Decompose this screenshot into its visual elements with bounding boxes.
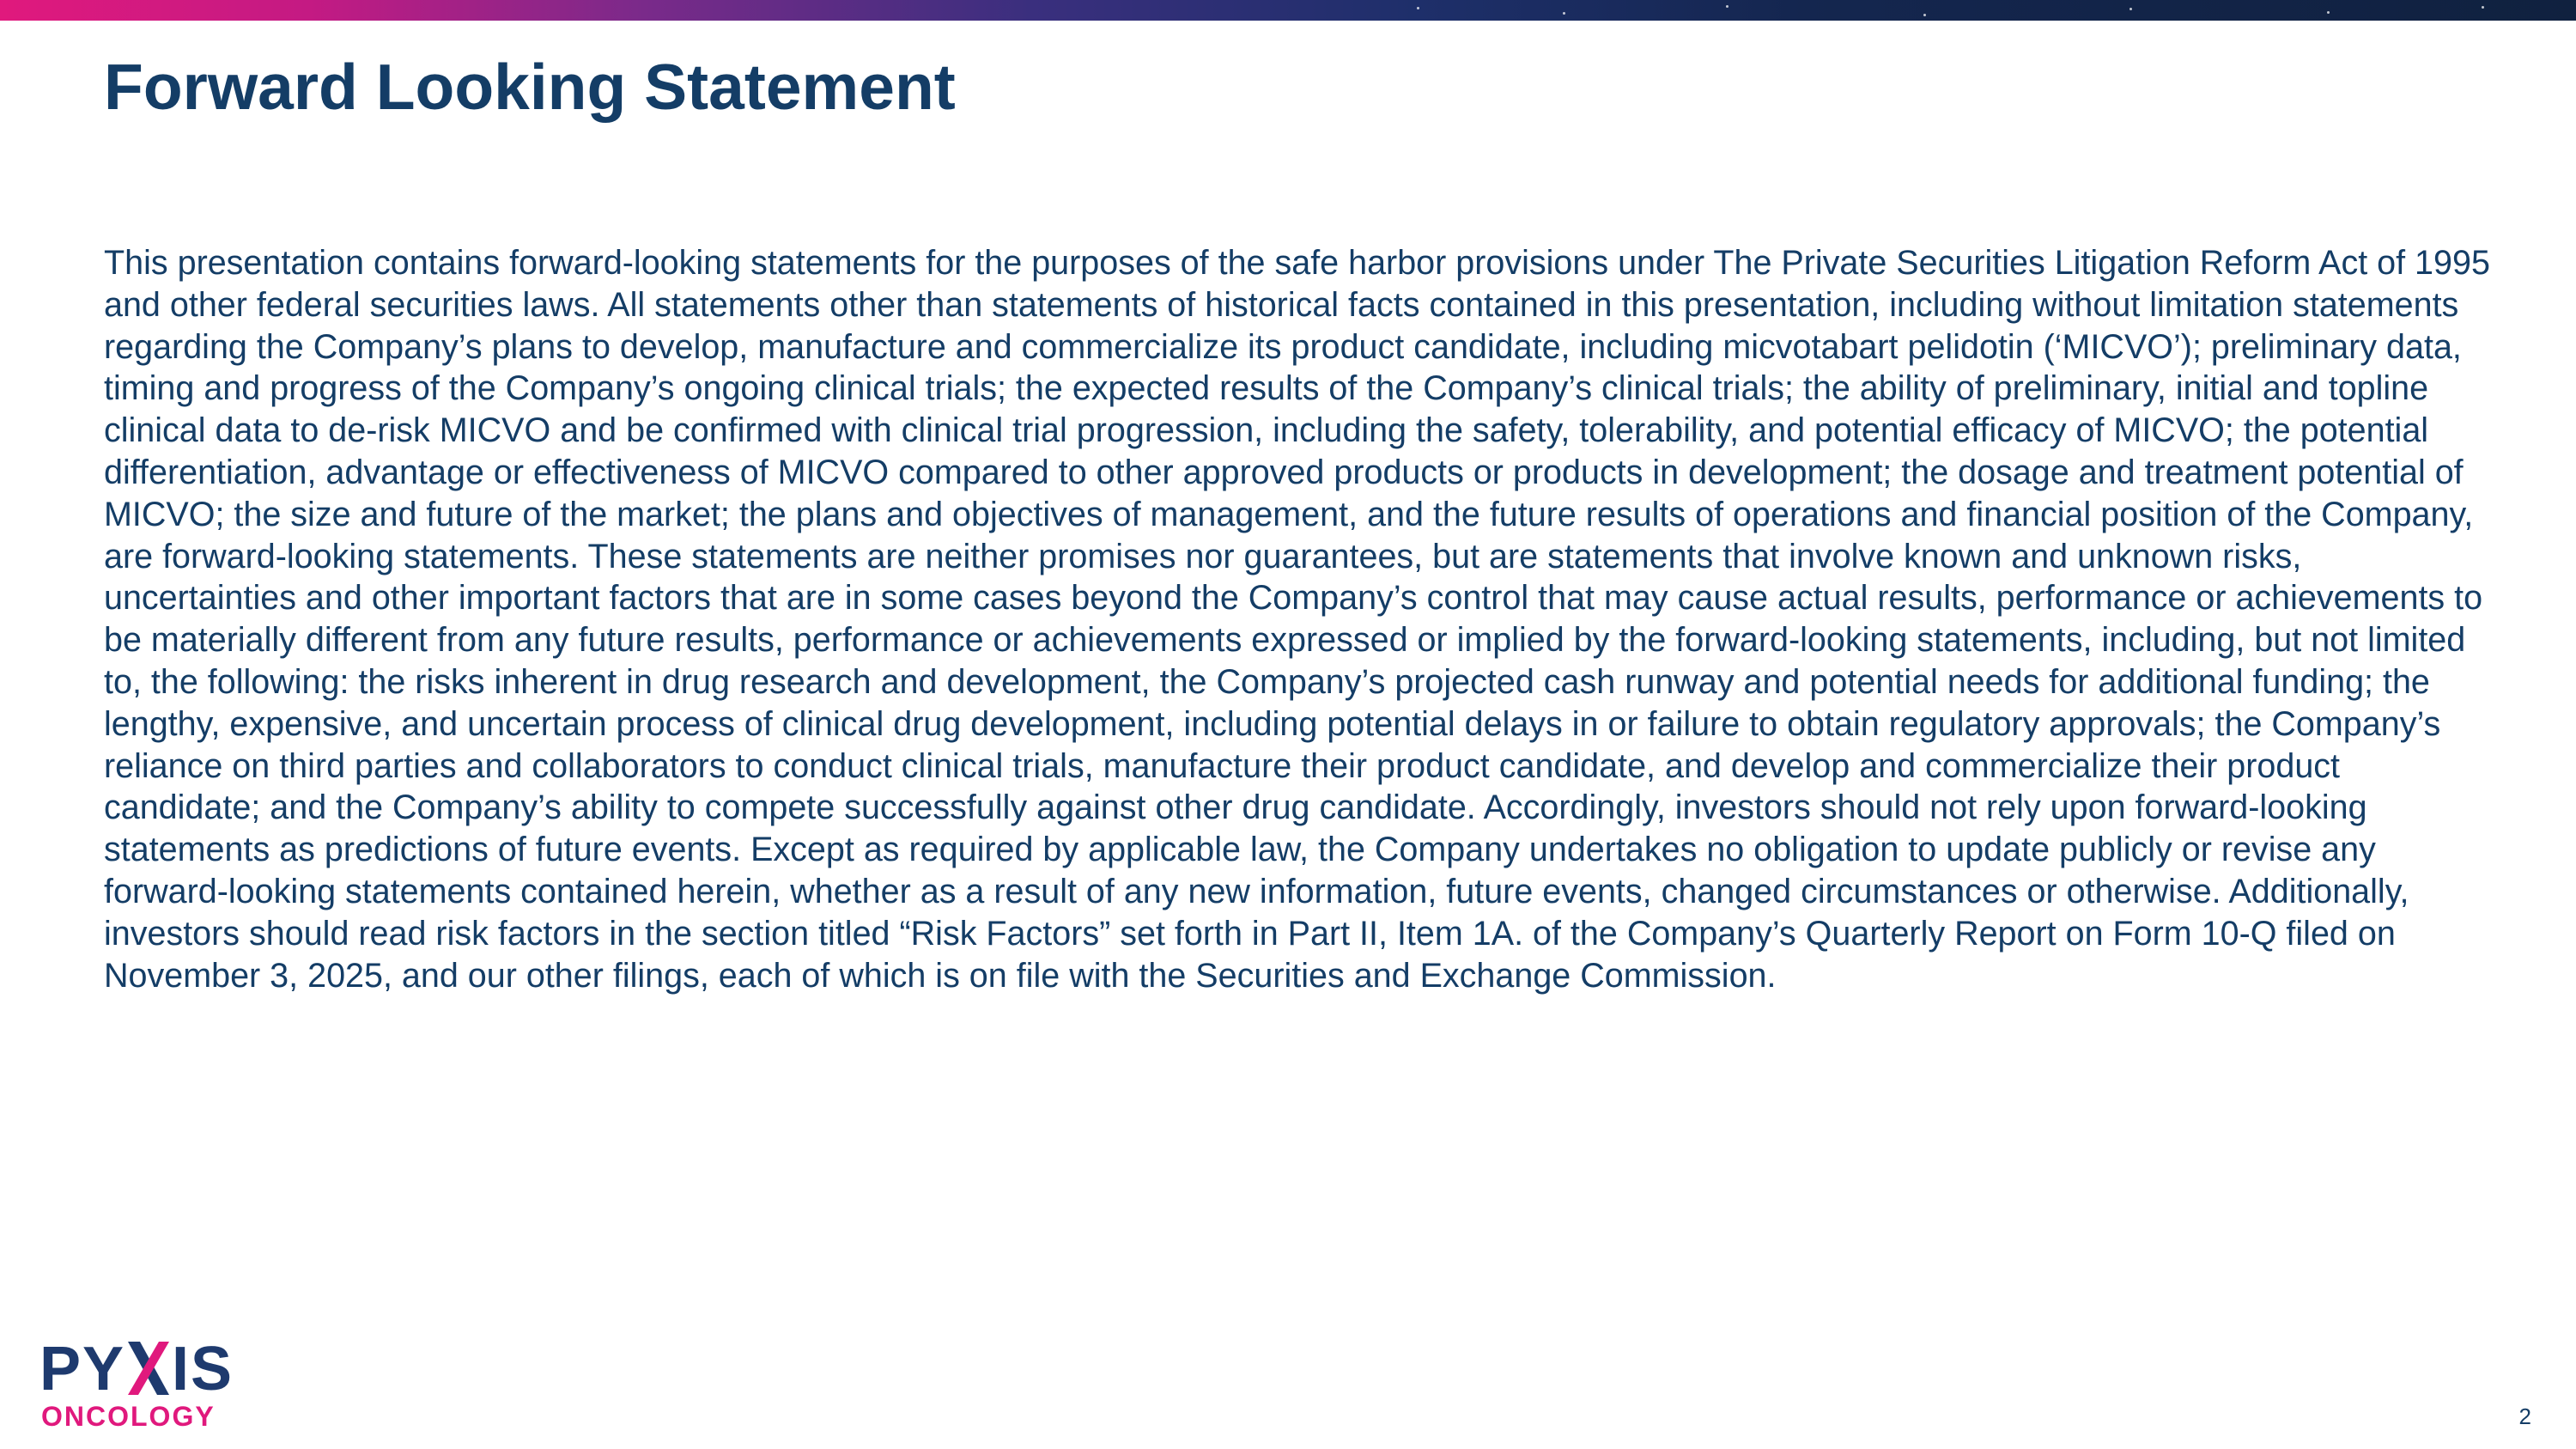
page-number: 2 xyxy=(2518,1403,2531,1429)
logo-x-mark-icon xyxy=(126,1340,171,1397)
logo-subtitle: ONCOLOGY xyxy=(41,1401,216,1432)
forward-looking-statement-text: This presentation contains forward-looking statements for the purposes of the safe harbor provisions under The Private Securities Litigation Reform Act of 1995 and other federal securities laws. All statements other than statements of historical facts contained in this presentation, including without limitation statements regarding the Company’s plans to develop, manufacture and commercialize its product candidate, including micvotabart pelidotin (‘MICVO’); preliminary data, timing and progress of the Company’s ongoing clinical trials; the expected results of the Company’s clinical trials; the ability of preliminary, initial and topline clinical data to de-risk MICVO and be confirmed with clinical trial progression, including the safety, tolerability, and potential efficacy of MICVO; the potential differentiation, advantage or effectiveness of MICVO compared to other approved products or products in development; the dosage and treatment potential of MICVO; the size and future of the market; the plans and objectives of management, and the future results of operations and financial position of the Company, are forward-looking statements. These statements are neither promises nor guarantees, but are statements that involve known and unknown risks, uncertainties and other important factors that are in some cases beyond the Company’s control that may cause actual results, performance or achievements to be materially different from any future results, performance or achievements expressed or implied by the forward-looking statements, including, but not limited to, the following: the risks inherent in drug research and development, the Company’s projected cash runway and potential needs for additional funding; the lengthy, expensive, and uncertain process of clinical drug development, including potential delays in or failure to obtain regulatory approvals; the Company’s reliance on third parties and collaborators to conduct clinical trials, manufacture their product candidate, and develop and commercialize their product candidate; and the Company’s ability to compete successfully against other drug candidate. Accordingly, investors should not rely upon forward-looking statements as predictions of future events. Except as required by applicable law, the Company undertakes no obligation to update publicly or revise any forward-looking statements contained herein, whether as a result of any new information, future events, changed circumstances or otherwise. Additionally, investors should read risk factors in the section titled “Risk Factors” set forth in Part II, Item 1A. of the Company’s Quarterly Report on Form 10-Q filed on November 3, 2025, and our other filings, each of which is on file with the Securities and Exchange Commission. xyxy=(104,244,2490,995)
pyxis-oncology-logo xyxy=(39,1335,234,1433)
logo-wordmark-left: PY xyxy=(39,1335,126,1403)
slide-title: Forward Looking Statement xyxy=(104,51,956,123)
logo-wordmark-right: IS xyxy=(172,1335,234,1403)
top-gradient-bar xyxy=(0,0,2576,21)
